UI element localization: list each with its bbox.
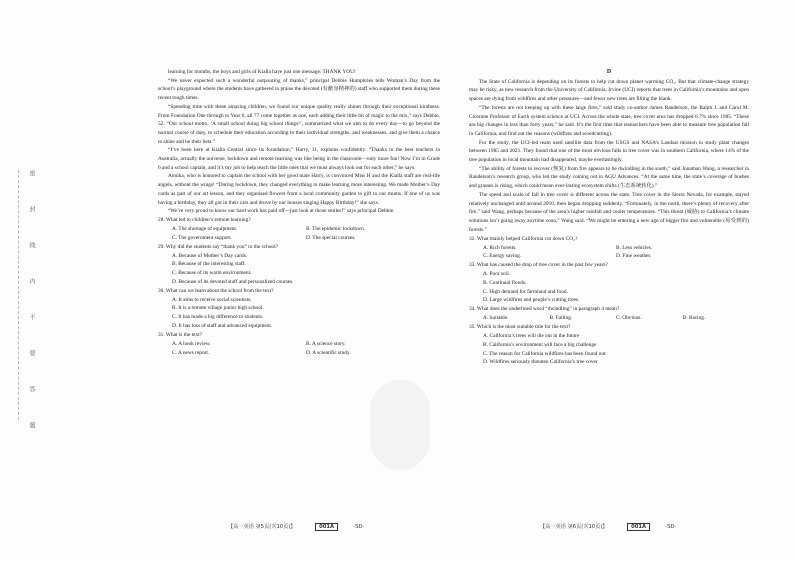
passage-paragraph: Annika, who is honored to captain the school with her good mate Harry, is convinced Miss H and the Kialla staff are real-life angels, without the wings! “During lockdown, they changed everything to make learning more interesting. We made Mother’s Day cards as part of our art lesson, and they organised flowers from a local community garden to gift to our mums. If one of us was having a birthday, they all got in their cars and drove by our houses singing Happy Birthday!” she says. [158, 173, 440, 206]
answer-options [469, 332, 749, 367]
answer-option: C. High demand for farmland and food. [483, 288, 568, 295]
passage-paragraph: “The forests are not keeping up with these large fires,” said study co-author James Randerson, the Ralph J. and Carol M. Cicerone Professor of Earth system science at UCI. Across the whole state, tree cover area has dropped 6.7% since 1985. “These are big changes in less than forty years,” he said. It’s the first time that researchers have been able to measure tree population fall in California, and find out the reasons (wildfires and woodcutting). [469, 104, 749, 137]
passage-paragraph: For the study, the UCI-led team used satellite data from the USGS and NASA’s Landsat mission to study plant changes between 1985 and 2021. They found that one of the most obvious falls in tree cover was in southern California, where 14% of the tree population in local mountain had disappeared, maybe everlastingly. [469, 139, 749, 164]
question-stem: 29. Why did the students say “thank you” to the school? [158, 244, 278, 251]
answer-option: D. Large wildfires and people’s cutting trees. [483, 297, 580, 304]
passage-paragraph: “Spending time with these amazing children, we found our unique quality really shines through their exceptional kindness. From Foundation One through to Year 6, all 77 come together as one, each adding their little bit of magic to the mix,” says Debbie, 52. “Our school motto, ‘A small school doing big school things!’, summarized what we aim to do every day—to go beyond the normal course of duty, to schedule their education according to their individual strengths, and weaknesses, and give them a chance to shine and be their best.” [158, 103, 440, 145]
passage-paragraph: “We never expected such a wonderful outpouring of thanks,” principal Debbie Humphries tells Woman’s Day from the school’s playground where the students have gathered to praise the devoted (有献身精神的) staff who supported them during these recent tough times. [158, 77, 440, 102]
answer-options [469, 314, 749, 323]
question-stem: 32. What mainly helped California cut down CO₂? [469, 235, 578, 242]
question-stem: 28. What led to children’s remote learning? [158, 217, 251, 224]
question-stem: 31. What is the text? [158, 332, 202, 339]
answer-option: B. It is a remote village junior high school. [172, 305, 264, 312]
answer-option: B. The epidemic lockdown. [306, 226, 366, 233]
answer-option: A. Poor soil. [483, 271, 511, 278]
answer-option: A. The shortage of equipment. [172, 226, 238, 233]
passage-paragraph: The State of California is depending on its forests to help cut down planet warming CO₂. But that climate-change strategy may be risky, as new research from the University of California, Irvine (UCI) reports that trees in California’s mountains and open spaces are dying from wildfires and other pressures—and fewer new trees are filling the blank. [469, 78, 749, 103]
question-stem: 34. What does the underlined word “dwindling” in paragraph 4 mean? [469, 306, 620, 313]
passage-paragraph: learning for months, the boys and girls of Kialla have just one message: THANK YOU! [168, 69, 356, 75]
answer-option: A. Suitable. [483, 315, 509, 322]
right-column [469, 68, 749, 367]
answer-option: D. Fine weather. [616, 253, 652, 260]
answer-options [158, 340, 440, 357]
answer-option: C. The reason for California wildfires has been found out [483, 350, 606, 357]
answer-options [158, 225, 440, 242]
answer-option: D. It has loss of staff and advanced equipment. [172, 322, 273, 329]
question-stem: 33. What has caused the drop of tree cover in the past few years? [469, 262, 608, 269]
binding-char: 答 [28, 386, 35, 392]
answer-option: B. Continual floods. [483, 279, 527, 286]
question-stem: 35. Which is the most suitable title for the text? [469, 324, 571, 331]
answer-option: D. The special courses. [306, 234, 356, 241]
answer-option: C. Energy saving. [483, 253, 522, 260]
footer-page-label: 【高一英语 第6页(共10页)】 [540, 524, 608, 530]
answer-option: D. Boring. [682, 315, 706, 322]
answer-options [158, 296, 440, 331]
answer-option: B. Falling. [549, 315, 573, 322]
binding-line [18, 170, 39, 428]
answer-option: D. Because of its devoted staff and personalized courses. [172, 278, 294, 285]
answer-option: A. California’s trees will die out in the future [483, 333, 580, 340]
answer-option: A. A book review. [172, 340, 211, 347]
answer-option: B. A science story. [306, 340, 346, 347]
answer-option: B. Less vehicles. [616, 244, 653, 251]
answer-option: C. The government support. [172, 234, 233, 241]
answer-option: A. Rich forests. [483, 244, 517, 251]
passage-paragraph: “I’ve been here at Kialla Central since its foundation,” Harry, 11, explains confidently. “Thanks to the best teachers in Australia, actually the universe, lockdown and remote learning was like being in the classroom—only more fun! Now I’m in Grade 6 and a school captain, and it’s my job to help teach the little ones that we must always look out for each other,” he says. [158, 147, 440, 171]
answer-option: C. A news report. [172, 349, 210, 356]
footer-right [540, 523, 676, 530]
answer-options [469, 270, 749, 305]
question-stem: 30. What can we learn about the school from the text? [158, 288, 274, 295]
answer-option: C. Obvious. [616, 315, 642, 322]
footer-page-label: 【高一英语 第5页(共10页)】 [228, 524, 296, 530]
passage-paragraph: “We’re very proud to know our hard work has paid off—just look at those smiles!” says principal Debbie. [168, 208, 395, 215]
passage-paragraph: The speed and scale of fall in tree cover is different across the state. Tree cover in the Sierra Nevada, for example, stayed relatively unchanged until around 2010, then began dropping suddenly. “Fortunately, in the north, there’s plenty of recovery after fire,” said Wang, perhaps because of the area’s higher rainfall and cooler temperatures. “This threat (威胁) to California’s climate solutions isn’t going away anytime soon,” Wang said. “We might be entering a new age of bigger fire and vulnerable (易受到的) forests.” [469, 191, 749, 233]
section-title: D [606, 69, 612, 75]
answer-option: D. A scientific study. [306, 349, 351, 356]
binding-char: 要 [28, 350, 35, 356]
answer-option: A. It aims to receive social scientists. [172, 296, 252, 303]
footer-sd: ·SD· [353, 524, 365, 530]
answer-option: C. Because of its warm environment. [172, 270, 252, 277]
watermark [370, 380, 430, 470]
binding-char: 线 [28, 242, 35, 248]
answer-option: B. Because of the interesting staff. [172, 261, 246, 268]
footer-code: 001A [627, 523, 650, 531]
binding-char: 不 [28, 314, 35, 320]
footer-code: 001A [315, 523, 338, 531]
binding-char: 内 [28, 278, 35, 284]
binding-char: 封 [28, 206, 35, 212]
left-column [158, 68, 440, 357]
binding-char: 题 [28, 422, 35, 428]
answer-option: D. Wildfires seriously threaten California’s tree cover [483, 359, 598, 366]
answer-options [158, 252, 440, 287]
footer-left [228, 523, 364, 530]
answer-option: B. California’s environment will face a big challenge [483, 341, 597, 348]
answer-option: C. It has made a big difference to students. [172, 314, 264, 321]
passage-paragraph: “The ability of forests to recover (恢复) from fire appears to be dwindling in the south,” said Jonathan Wang, a researcher in Randerson’s research group, who led the study coming out in AGU Advances. “At the same time, the state’s coverage of bushes and grasses is rising, which could mean ever-lasting ecosystem shifts (生态系统转化).” [469, 165, 749, 190]
binding-char: 密 [28, 170, 35, 176]
footer-sd: ·SD· [665, 524, 677, 530]
answer-option: A. Because of Mother’s Day cards. [172, 252, 248, 259]
answer-options [469, 244, 749, 261]
